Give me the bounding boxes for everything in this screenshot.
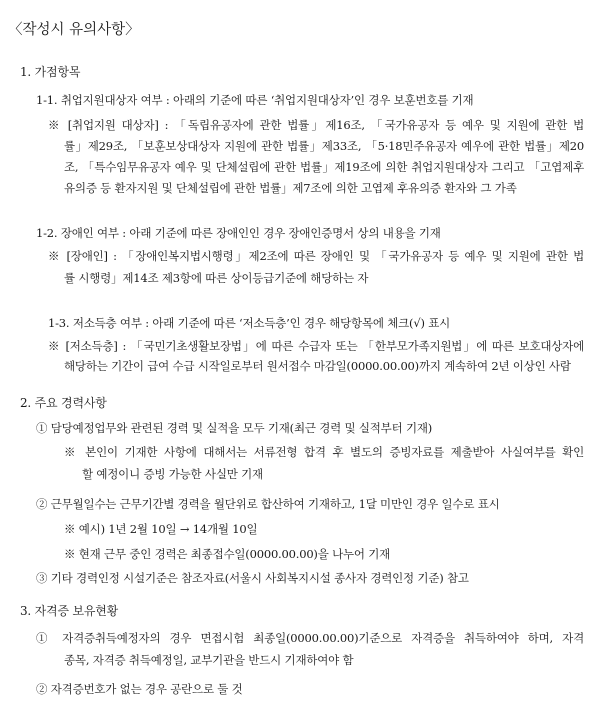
item-heading-1-2: 1-2. 장애인 여부 : 아래 기준에 따른 장애인인 경우 장애인증명서 상의 내용을 기재 bbox=[36, 226, 441, 240]
note-line: ※ [저소득층] : 「국민기초생활보장법」에 따른 수급자 또는 「한부모가족지원법」에 따른 보호대상자에 bbox=[48, 339, 584, 353]
section-heading-3: 3. 자격증 보유현황 bbox=[20, 604, 119, 618]
list-item: ② 근무월일수는 근무기간별 경력을 월단위로 합산하여 기재하고, 1달 미만인 경우 일수로 표시 bbox=[36, 497, 500, 511]
note-line: 할 예정이니 증빙 가능한 사실만 기재 bbox=[82, 467, 263, 481]
note-line: ※ 현재 근무 중인 경력은 최종접수일(0000.00.00)을 나누어 기재 bbox=[64, 547, 391, 561]
section-heading-1: 1. 가점항목 bbox=[20, 65, 81, 79]
note-line: 유의증 등 환자지원 및 단체설립에 관한 법률」제7조에 의한 고엽제 후유의증 환자와 그 가족 bbox=[64, 181, 517, 195]
note-line: 률」제29조, 「보훈보상대상자 지원에 관한 법률」제33조, 「5·18민주유공자 예우에 관한 법률」제20 bbox=[64, 139, 584, 153]
note-line: ※ 예시) 1년 2월 10일 → 14개월 10일 bbox=[64, 522, 258, 536]
note-line: ※ 본인이 기재한 사항에 대해서는 서류전형 합격 후 별도의 증빙자료를 제출받아 사실여부를 확인 bbox=[64, 445, 584, 459]
list-item: ① 자격증취득예정자의 경우 면접시험 최종일(0000.00.00)기준으로 자격증을 취득하여야 하며, 자격 bbox=[36, 631, 584, 645]
note-line: ※ [장애인] : 「장애인복지법시행령」제2조에 따른 장애인 및 「국가유공자 등 예우 및 지원에 관한 법 bbox=[48, 249, 584, 263]
note-line: 조, 「특수임무유공자 예우 및 단체설립에 관한 법률」제19조에 의한 취업지원대상자 그리고 「고엽제후 bbox=[64, 160, 584, 174]
list-item: ② 자격증번호가 없는 경우 공란으로 둘 것 bbox=[36, 682, 243, 696]
section-heading-2: 2. 주요 경력사항 bbox=[20, 396, 107, 410]
list-item-continued: 종목, 자격증 취득예정일, 교부기관을 반드시 기재하여야 함 bbox=[64, 653, 354, 667]
page-title: 〈작성시 유의사항〉 bbox=[8, 22, 140, 38]
list-item: ① 담당예정업무와 관련된 경력 및 실적을 모두 기재(최근 경력 및 실적부터 기재) bbox=[36, 421, 433, 435]
note-line: ※ [취업지원 대상자] : 「독립유공자에 관한 법률」제16조, 「국가유공자 등 예우 및 지원에 관한 법 bbox=[48, 118, 584, 132]
list-item: ③ 기타 경력인정 시설기준은 참조자료(서울시 사회복지시설 종사자 경력인정 기준) 참고 bbox=[36, 571, 469, 585]
item-heading-1-3: 1-3. 저소득층 여부 : 아래 기준에 따른 ‘저소득층’인 경우 해당항목에 체크(√) 표시 bbox=[48, 316, 451, 330]
note-line: 률 시행령」제14조 제3항에 따른 상이등급기준에 해당하는 자 bbox=[64, 271, 369, 285]
note-line: 해당하는 기간이 급여 수급 시작일로부터 원서접수 마감일(0000.00.00)까지 계속하여 2년 이상인 사람 bbox=[64, 359, 571, 373]
item-heading-1-1: 1-1. 취업지원대상자 여부 : 아래의 기준에 따른 ‘취업지원대상자’인 경우 보훈번호를 기재 bbox=[36, 93, 474, 107]
